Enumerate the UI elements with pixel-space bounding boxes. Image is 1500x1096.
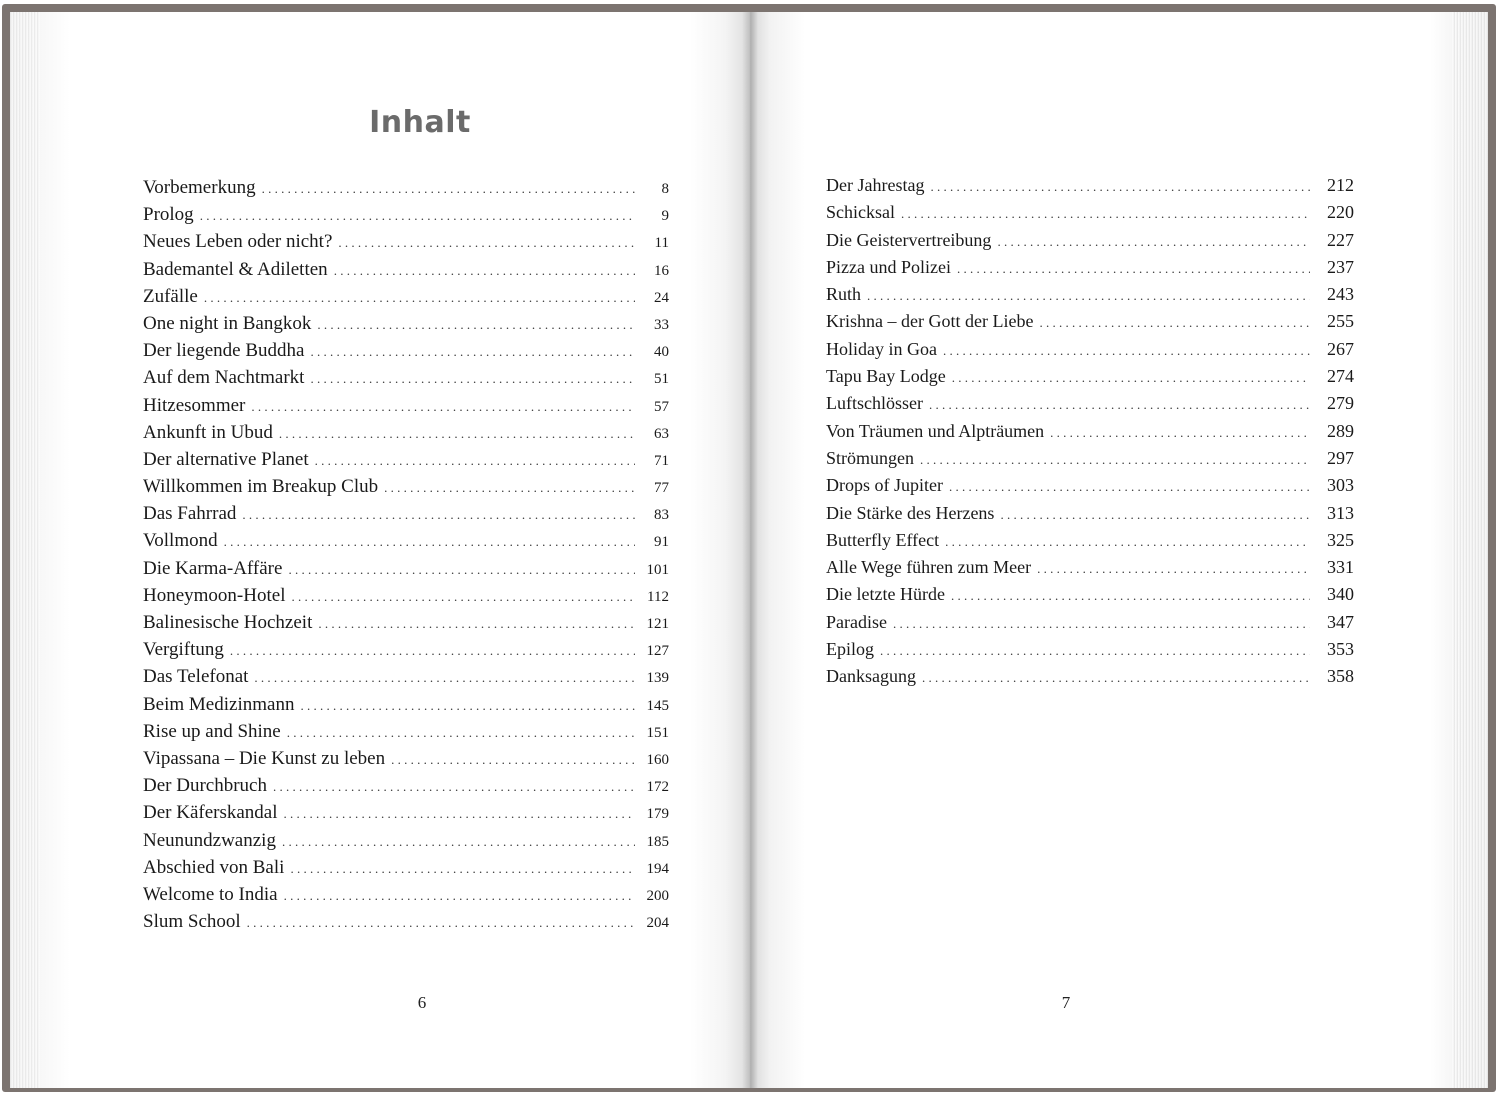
page-number-left: 6: [417, 993, 427, 1012]
toc-entry: [143, 691, 669, 718]
toc-leader-dots: [338, 229, 635, 256]
toc-entry: [826, 336, 1354, 363]
toc-entry: [143, 827, 669, 854]
toc-entry-title: Ruth: [826, 284, 862, 305]
toc-entry: [143, 527, 669, 554]
toc-entry-title: Neunundzwanzig: [143, 829, 276, 851]
toc-entry-page-number: 121: [646, 616, 669, 632]
toc-entry-title: Neues Leben oder nicht?: [143, 231, 333, 253]
toc-leader-dots: [1050, 419, 1310, 446]
toc-entry-page-number: 127: [646, 643, 669, 660]
toc-entry-page-number: 243: [1327, 284, 1354, 305]
toc-leader-dots: [957, 255, 1310, 282]
toc-entry-page-number: 172: [646, 779, 669, 796]
toc-leader-dots: [920, 446, 1310, 473]
toc-leader-dots: [1039, 309, 1310, 336]
toc-entry-page-number: 289: [1327, 420, 1354, 441]
right-page-edges: [1452, 12, 1488, 1088]
toc-entry: [826, 254, 1354, 281]
toc-entry: [826, 172, 1354, 199]
toc-entry-page-number: 325: [1327, 529, 1354, 550]
toc-leader-dots: [273, 773, 635, 800]
toc-entry: [143, 392, 669, 419]
toc-leader-dots: [949, 473, 1310, 500]
toc-leader-dots: [893, 610, 1310, 637]
book-gutter: [742, 12, 758, 1088]
toc-entry-page-number: 151: [646, 724, 669, 741]
toc-entry-title: Die Geistervertreibung: [826, 229, 992, 250]
toc-leader-dots: [922, 664, 1310, 691]
toc-entry-page-number: 340: [1327, 584, 1354, 605]
toc-leader-dots: [318, 610, 635, 637]
toc-entry-title: Bademantel & Adiletten: [143, 258, 328, 280]
toc-leader-dots: [384, 474, 635, 501]
toc-leader-dots: [391, 746, 635, 773]
toc-entry-page-number: 227: [1327, 229, 1354, 250]
toc-entry-title: Beim Medizinmann: [143, 693, 295, 715]
toc-entry: [826, 581, 1354, 608]
toc-leader-dots: [251, 393, 635, 420]
toc-entry-page-number: 347: [1327, 611, 1354, 632]
toc-entry-page-number: 274: [1327, 366, 1354, 387]
toc-entry-page-number: 160: [646, 751, 669, 768]
toc-entry: [826, 418, 1354, 445]
toc-entry: [826, 227, 1354, 254]
toc-leader-dots: [943, 337, 1310, 364]
toc-entry-page-number: 279: [1327, 393, 1354, 414]
toc-entry: [143, 174, 669, 201]
toc-entry: [143, 283, 669, 310]
toc-leader-dots: [901, 200, 1310, 227]
toc-entry-page-number: 179: [646, 806, 669, 823]
toc-entry-title: Der Jahrestag: [826, 175, 925, 195]
toc-entry-title: Die letzte Hürde: [826, 584, 945, 605]
toc-leader-dots: [317, 311, 635, 338]
toc-entry-page-number: 200: [646, 887, 669, 904]
toc-entry-title: Schicksal: [826, 202, 895, 223]
toc-entry-page-number: 112: [647, 588, 669, 605]
toc-leader-dots: [224, 528, 635, 555]
toc-entry-title: Vipassana – Die Kunst zu leben: [143, 747, 386, 769]
toc-entry: [826, 308, 1354, 335]
toc-entry: [826, 472, 1354, 499]
toc-entry-page-number: 101: [646, 561, 669, 578]
toc-entry-title: Strömungen: [826, 447, 914, 468]
toc-entry: [826, 636, 1354, 663]
toc-entry-page-number: 16: [654, 262, 669, 279]
toc-entry-title: Tapu Bay Lodge: [826, 366, 946, 387]
toc-entry-title: Luftschlösser: [826, 393, 923, 414]
toc-leader-dots: [951, 582, 1310, 609]
toc-entry-page-number: 139: [646, 670, 669, 687]
toc-entry-page-number: 33: [654, 316, 669, 333]
toc-entry-title: Der alternative Planet: [143, 448, 309, 470]
toc-entry-title: Abschied von Bali: [143, 856, 285, 878]
page-title: Inhalt: [369, 105, 471, 140]
toc-leader-dots: [1037, 555, 1310, 582]
toc-entry: [143, 446, 669, 473]
toc-entry: [826, 199, 1354, 226]
toc-entry: [143, 419, 669, 446]
toc-leader-dots: [284, 882, 635, 909]
toc-entry: [143, 609, 669, 636]
toc-entry-page-number: 212: [1327, 175, 1354, 195]
toc-entry-page-number: 297: [1327, 447, 1354, 468]
toc-entry-page-number: 83: [654, 507, 669, 524]
toc-leader-dots: [310, 365, 635, 392]
toc-entry-title: Der liegende Buddha: [143, 340, 305, 362]
toc-entry-title: Paradise: [826, 611, 887, 632]
toc-entry-page-number: 255: [1327, 311, 1354, 332]
toc-leader-dots: [262, 175, 635, 202]
toc-entry: [143, 500, 669, 527]
toc-entry-page-number: 9: [661, 208, 669, 225]
toc-leader-dots: [300, 692, 635, 719]
toc-entry-title: Zufälle: [143, 285, 198, 307]
toc-entry-title: Balinesische Hochzeit: [143, 612, 313, 633]
toc-entry-title: Butterfly Effect: [826, 529, 940, 550]
toc-entry-title: Vorbemerkung: [143, 177, 256, 198]
toc-entry-page-number: 71: [654, 452, 669, 469]
toc-entry: [143, 663, 669, 690]
toc-entry-page-number: 77: [654, 480, 669, 497]
toc-entry-title: Ankunft in Ubud: [143, 421, 273, 443]
toc-entry-page-number: 8: [661, 181, 669, 197]
toc-entry-page-number: 185: [646, 833, 669, 850]
toc-leader-dots: [254, 664, 635, 691]
toc-entry: [143, 473, 669, 500]
toc-entry-title: Krishna – der Gott der Liebe: [826, 311, 1034, 332]
toc-entry: [826, 500, 1354, 527]
toc-entry-title: Vollmond: [143, 530, 218, 552]
toc-leader-dots: [880, 637, 1310, 664]
toc-entry-title: Die Karma-Affäre: [143, 557, 283, 579]
toc-entry-title: Hitzesommer: [143, 394, 246, 416]
toc-entry: [143, 745, 669, 772]
toc-entry-page-number: 63: [654, 425, 669, 442]
toc-entry: [143, 364, 669, 391]
toc-leader-dots: [242, 501, 635, 528]
toc-entry-title: Rise up and Shine: [143, 720, 281, 742]
toc-entry-page-number: 358: [1327, 666, 1354, 687]
toc-entry-page-number: 313: [1327, 502, 1354, 523]
toc-leader-dots: [945, 528, 1310, 555]
toc-entry-page-number: 353: [1327, 639, 1354, 660]
toc-entry-page-number: 51: [654, 371, 669, 388]
toc-leader-dots: [929, 391, 1310, 418]
toc-entry-title: Drops of Jupiter: [826, 475, 943, 496]
toc-entry-title: Die Stärke des Herzens: [826, 502, 995, 523]
toc-entry-page-number: 237: [1327, 256, 1354, 277]
toc-entry: [143, 908, 669, 935]
toc-leader-dots: [282, 828, 635, 855]
toc-entry: [143, 881, 669, 908]
left-page-edges: [10, 12, 40, 1088]
toc-leader-dots: [290, 855, 635, 882]
toc-leader-dots: [284, 800, 635, 827]
toc-entry: [826, 445, 1354, 472]
toc-entry-title: One night in Bangkok: [143, 312, 312, 334]
toc-entry-title: Honeymoon-Hotel: [143, 584, 286, 606]
toc-entry-title: Pizza und Polizei: [826, 256, 951, 277]
toc-leader-dots: [1000, 501, 1310, 528]
toc-leader-dots: [204, 284, 635, 311]
toc-leader-dots: [334, 257, 635, 284]
toc-entry: [143, 555, 669, 582]
toc-entry-title: Der Durchbruch: [143, 775, 267, 797]
toc-entry-page-number: 11: [654, 235, 669, 252]
toc-entry-page-number: 194: [646, 860, 669, 877]
toc-entry: [826, 663, 1354, 690]
toc-entry-page-number: 204: [646, 915, 669, 932]
toc-entry: [143, 201, 669, 228]
toc-entry: [143, 337, 669, 364]
toc-leader-dots: [287, 719, 635, 746]
toc-entry-page-number: 267: [1327, 338, 1354, 359]
toc-entry: [143, 772, 669, 799]
toc-entry: [143, 636, 669, 663]
toc-entry-title: Auf dem Nachtmarkt: [143, 367, 305, 389]
toc-leader-dots: [230, 637, 635, 664]
toc-leader-dots: [279, 420, 635, 447]
toc-entry: [826, 281, 1354, 308]
toc-entry: [143, 799, 669, 826]
toc-entry: [143, 582, 669, 609]
toc-entry-page-number: 24: [654, 289, 669, 306]
toc-entry: [826, 363, 1354, 390]
toc-entry-page-number: 145: [646, 697, 669, 714]
toc-entry-title: Vergiftung: [143, 639, 224, 661]
toc-entry-page-number: 57: [654, 398, 669, 415]
toc-list-right: [826, 172, 1354, 691]
toc-entry-title: Der Käferskandal: [143, 802, 278, 824]
toc-entry-title: Das Telefonat: [143, 666, 249, 688]
toc-leader-dots: [288, 556, 635, 583]
toc-entry-page-number: 303: [1327, 475, 1354, 496]
toc-leader-dots: [291, 583, 635, 610]
toc-leader-dots: [315, 447, 635, 474]
toc-entry: [826, 390, 1354, 417]
toc-entry-title: Slum School: [143, 911, 241, 933]
toc-entry-page-number: 91: [654, 534, 669, 551]
toc-entry-page-number: 220: [1327, 202, 1354, 223]
toc-entry-title: Willkommen im Breakup Club: [143, 476, 379, 498]
toc-leader-dots: [952, 364, 1310, 391]
toc-entry-title: Danksagung: [826, 666, 916, 687]
toc-entry: [143, 718, 669, 745]
toc-leader-dots: [200, 202, 635, 229]
toc-entry: [143, 256, 669, 283]
toc-entry-title: Holiday in Goa: [826, 338, 937, 359]
toc-entry-page-number: 331: [1327, 557, 1354, 578]
toc-leader-dots: [247, 909, 635, 936]
toc-leader-dots: [310, 338, 635, 365]
toc-entry: [826, 554, 1354, 581]
toc-entry-title: Welcome to India: [143, 883, 278, 905]
toc-entry-title: Alle Wege führen zum Meer: [826, 557, 1032, 578]
toc-entry-title: Prolog: [143, 204, 194, 226]
toc-entry: [143, 310, 669, 337]
toc-entry-page-number: 40: [654, 344, 669, 361]
toc-entry-title: Von Träumen und Alpträumen: [826, 420, 1045, 441]
toc-leader-dots: [997, 228, 1310, 255]
toc-leader-dots: [930, 173, 1310, 200]
toc-entry: [826, 609, 1354, 636]
toc-entry-title: Epilog: [826, 639, 874, 660]
toc-entry: [826, 527, 1354, 554]
toc-leader-dots: [867, 282, 1310, 309]
toc-entry: [143, 228, 669, 255]
toc-list-left: [143, 174, 669, 935]
toc-entry-title: Das Fahrrad: [143, 503, 237, 525]
toc-entry: [143, 854, 669, 881]
page-number-right: 7: [1061, 993, 1071, 1012]
